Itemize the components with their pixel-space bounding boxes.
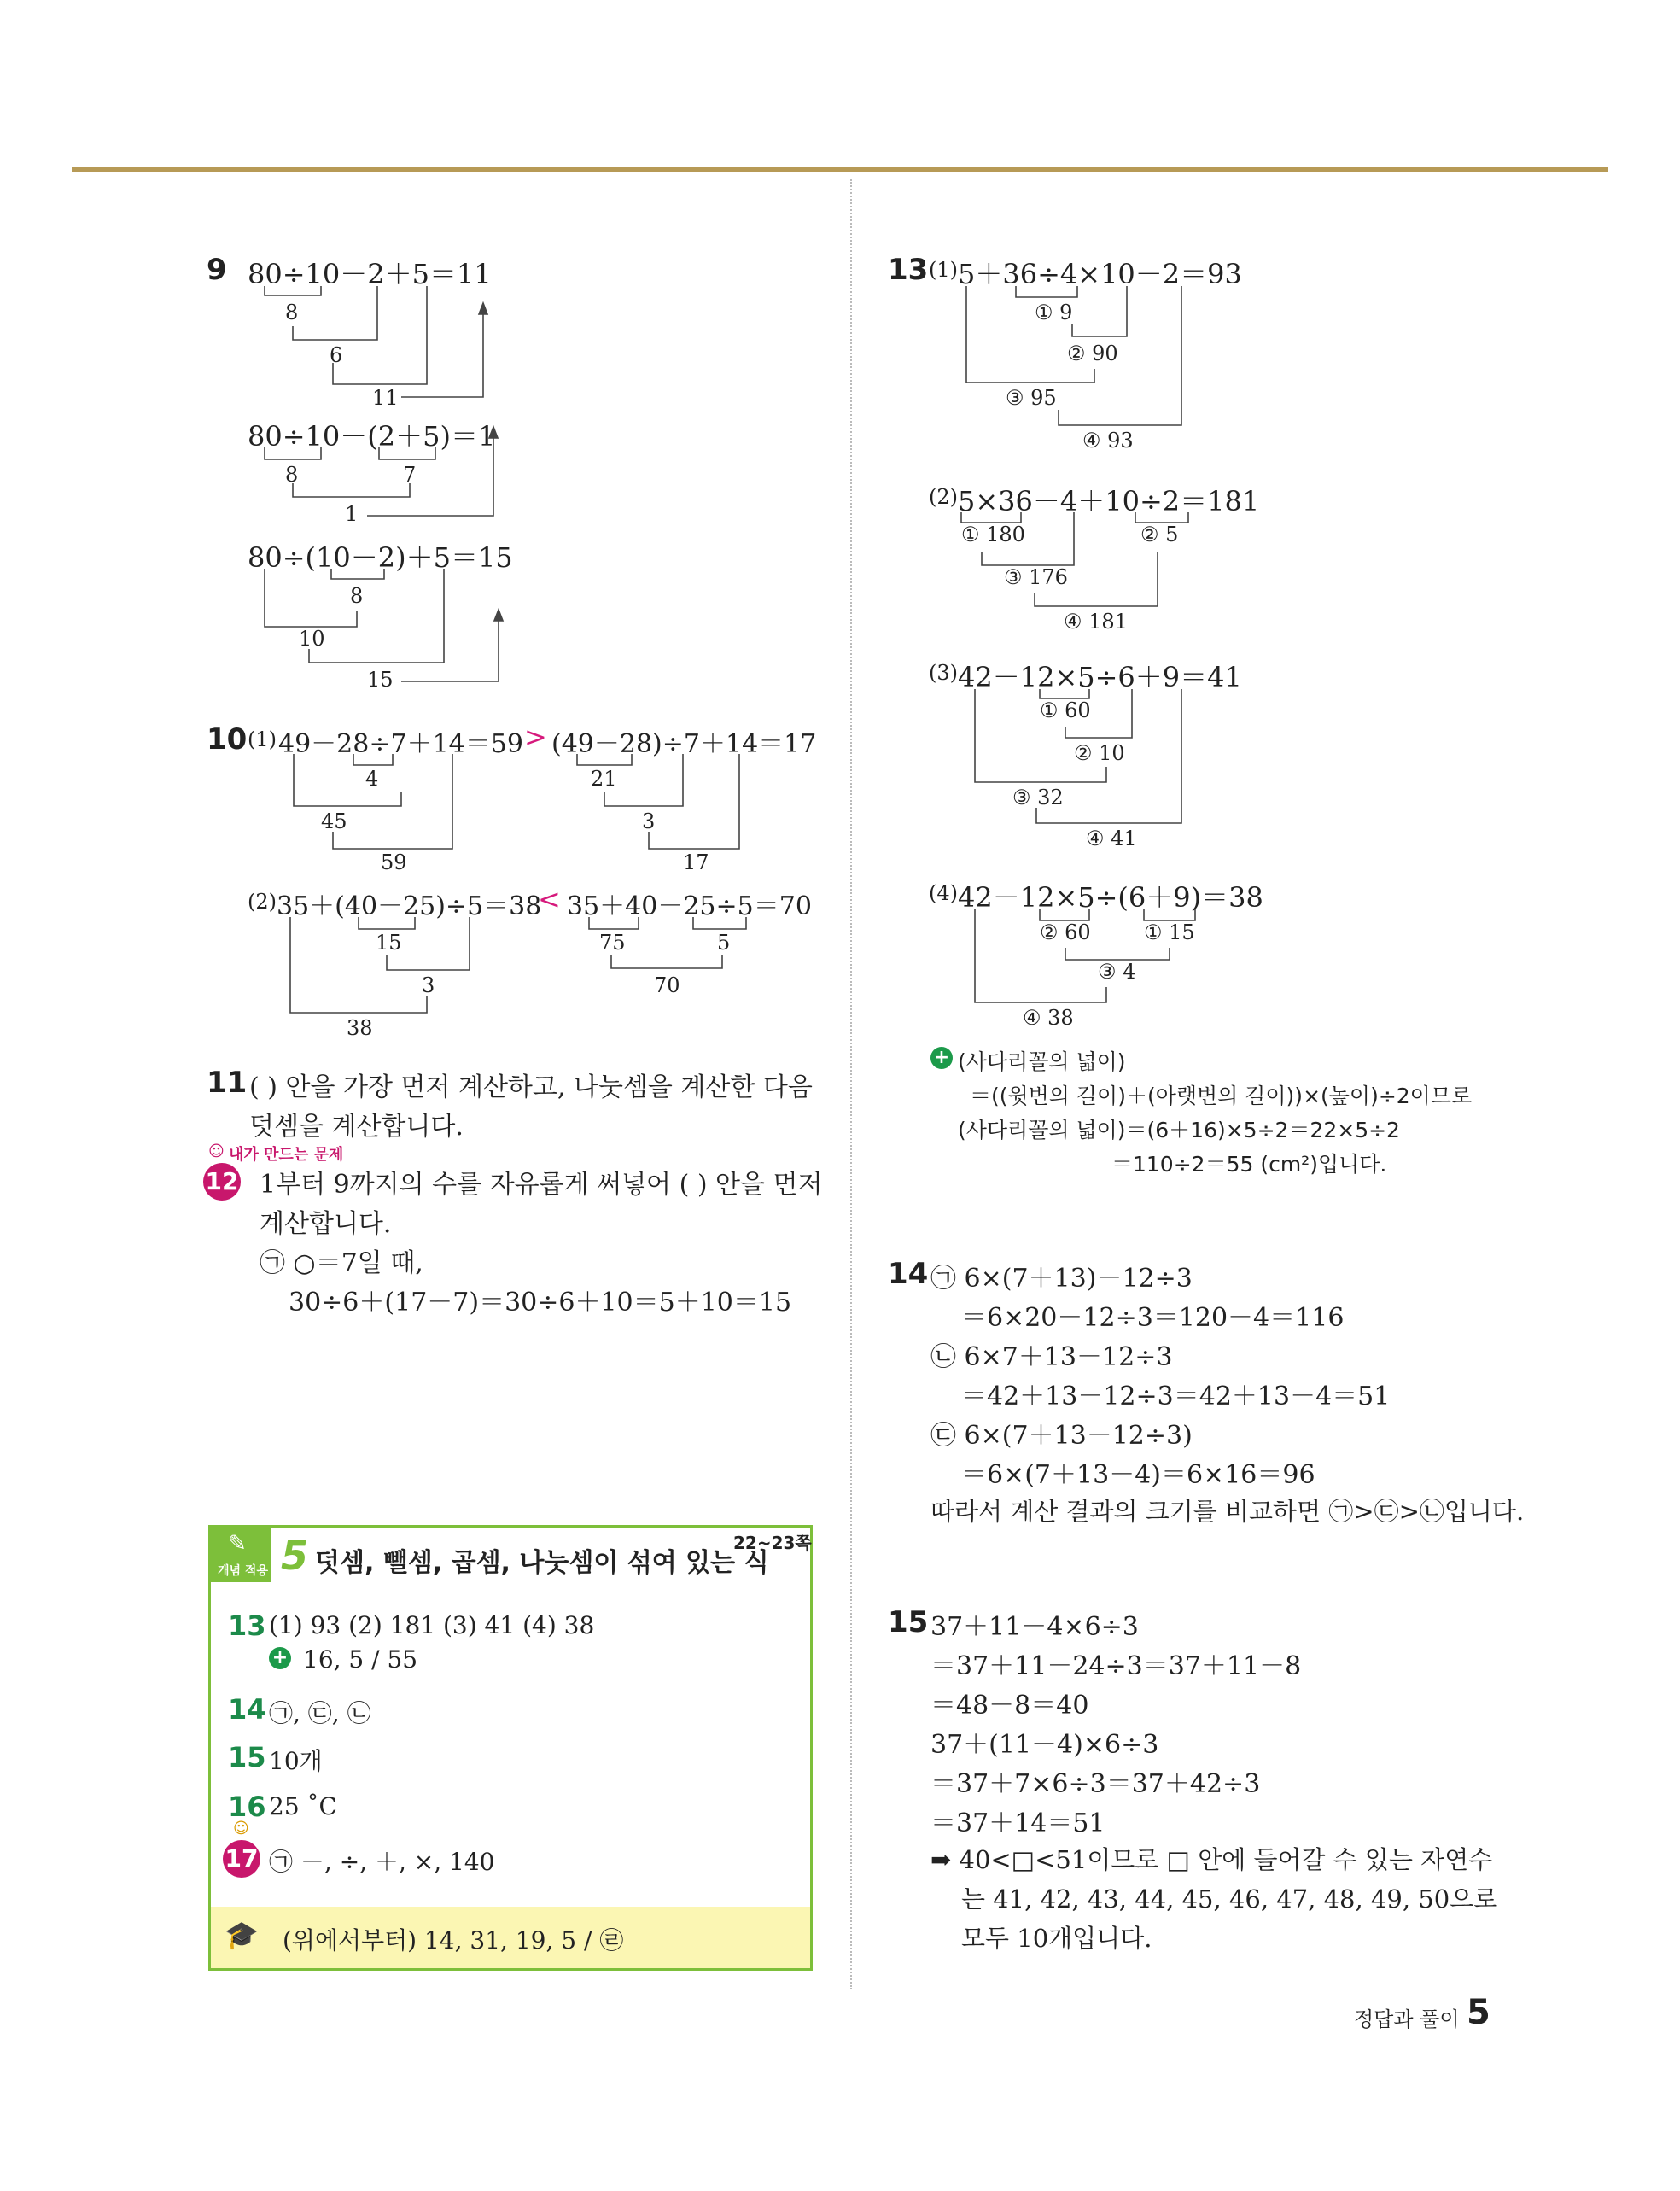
answer-17: ㉠ －, ÷, ＋, ×, 140 <box>269 1848 495 1876</box>
answer-13-number: 13 <box>228 1610 266 1642</box>
q13-2-equation: 5×36－4＋10÷2＝181 <box>958 485 1260 517</box>
graduate-cap-icon: 🎓 <box>225 1919 259 1951</box>
q13-step: ③ 176 <box>1004 565 1068 589</box>
question-number-9: 9 <box>207 253 227 287</box>
q13-step: ④ 181 <box>1064 610 1128 634</box>
q9-step: 8 <box>285 301 299 324</box>
question-number-13: 13 <box>888 253 929 287</box>
answer-16: 25 ˚C <box>269 1792 337 1820</box>
q13-step: ② 5 <box>1140 523 1179 546</box>
q13-step: ② 60 <box>1040 920 1091 944</box>
q9-equation-3: 80÷(10－2)＋5＝15 <box>248 541 513 574</box>
answer-17-number: 17 <box>223 1840 260 1878</box>
q14-line: ＝6×20－12÷3＝120－4＝116 <box>961 1303 1345 1333</box>
q15-line: ＝37＋11－24÷3＝37＋11－8 <box>930 1651 1302 1681</box>
q9-step: 8 <box>350 584 364 608</box>
q10-step: 5 <box>717 931 731 955</box>
q13-part-label: (1) <box>929 258 958 282</box>
q14-line: ＝42＋13－12÷3＝42＋13－4＝51 <box>961 1382 1391 1411</box>
q15-line: ＝48－8＝40 <box>930 1691 1089 1721</box>
q12-example-equation: 30÷6＋(17－7)＝30÷6＋10＝5＋10＝15 <box>289 1288 792 1318</box>
q13-plus-line-4: ＝110÷2＝55 (cm²)입니다. <box>1111 1152 1387 1177</box>
q13-part-label: (4) <box>929 881 958 905</box>
box-pages: 22~23쪽 <box>733 1533 812 1553</box>
my-problem-tag: 내가 만드는 문제 <box>229 1146 344 1164</box>
q10-part-label: (1) <box>248 727 277 751</box>
q9-step: 15 <box>367 668 394 692</box>
q13-step: ③ 32 <box>1012 786 1064 809</box>
q9-step: 11 <box>372 386 399 410</box>
q12-text-line-1: 1부터 9까지의 수를 자유롭게 써넣어 ( ) 안을 먼저 <box>260 1170 823 1200</box>
q10-step: 17 <box>683 850 709 874</box>
answer-14: ㉠, ㉢, ㉡ <box>269 1699 371 1727</box>
q9-step: 7 <box>403 463 417 487</box>
q10-step: 70 <box>654 973 680 997</box>
q14-line: ㉡ 6×7＋13－12÷3 <box>930 1342 1173 1372</box>
question-number-14: 14 <box>888 1257 929 1291</box>
concept-answer-box <box>208 1525 813 1971</box>
q15-line: ＝37＋7×6÷3＝37＋42÷3 <box>930 1769 1261 1799</box>
box-title: 덧셈, 뺄셈, 곱셈, 나눗셈이 섞여 있는 식 <box>315 1548 769 1578</box>
q9-step: 10 <box>299 627 325 651</box>
answer-16-number: 16 <box>228 1791 266 1823</box>
q10-step: 3 <box>422 973 435 997</box>
q14-line: ＝6×(7＋13－4)＝6×16＝96 <box>961 1460 1315 1490</box>
q10-2-left-equation: 35＋(40－25)÷5＝38 <box>277 891 542 921</box>
smiley-icon: ☺ <box>208 1142 225 1160</box>
q10-step: 21 <box>591 767 617 791</box>
q9-step: 1 <box>345 502 359 526</box>
question-number-11: 11 <box>207 1066 248 1100</box>
q13-step: ④ 38 <box>1023 1006 1074 1030</box>
q10-step: 45 <box>321 809 347 833</box>
q10-step: 4 <box>365 767 379 791</box>
q13-step: ① 9 <box>1035 301 1073 324</box>
q10-step: 59 <box>381 850 407 874</box>
q10-step: 75 <box>599 931 626 955</box>
q10-2-right-equation: 35＋40－25÷5＝70 <box>567 891 812 921</box>
q13-step: ④ 41 <box>1086 827 1137 850</box>
q13-1-equation: 5＋36÷4×10－2＝93 <box>958 258 1242 290</box>
smiley-icon: ☺ <box>233 1820 249 1838</box>
q13-step: ① 15 <box>1144 920 1195 944</box>
greater-than-sign: > <box>524 721 547 753</box>
question-number-12: 12 <box>203 1163 241 1201</box>
q11-text-line-1: ( ) 안을 가장 먼저 계산하고, 나눗셈을 계산한 다음 <box>249 1072 813 1102</box>
q10-1-right-equation: (49－28)÷7＋14＝17 <box>551 729 817 759</box>
q13-3-equation: 42－12×5÷6＋9＝41 <box>958 661 1242 693</box>
footer-label: 정답과 풀이 <box>1354 2007 1460 2031</box>
q14-line: ㉢ 6×(7＋13－12÷3) <box>930 1421 1193 1451</box>
q10-step: 3 <box>642 809 656 833</box>
q9-equation-1: 80÷10－2＋5＝11 <box>248 258 492 290</box>
question-number-10: 10 <box>207 722 248 757</box>
q13-plus-line-3: (사다리꼴의 넓이)＝(6＋16)×5÷2＝22×5÷2 <box>958 1118 1400 1142</box>
q13-plus-line-1: (사다리꼴의 넓이) <box>958 1049 1126 1074</box>
q15-conclusion-line-2: 는 41, 42, 43, 44, 45, 46, 47, 48, 49, 50으로 <box>961 1884 1498 1913</box>
q12-text-line-2: 계산합니다. <box>260 1209 392 1239</box>
box-tag: 개념 적용 <box>218 1564 268 1578</box>
q11-text-line-2: 덧셈을 계산합니다. <box>249 1112 464 1142</box>
q15-line: ＝37＋14＝51 <box>930 1808 1105 1838</box>
q10-1-left-equation: 49－28÷7＋14＝59 <box>278 729 523 759</box>
answer-15-number: 15 <box>228 1741 266 1773</box>
box-footer <box>211 1907 810 1968</box>
q10-part-label: (2) <box>248 890 277 914</box>
answer-13-plus: 16, 5 / 55 <box>303 1645 418 1674</box>
q9-step: 8 <box>285 463 299 487</box>
q15-conclusion-line-1: ➡ 40<□<51이므로 □ 안에 들어갈 수 있는 자연수 <box>930 1845 1493 1874</box>
q15-line: 37＋(11－4)×6÷3 <box>930 1730 1159 1760</box>
q13-4-equation: 42－12×5÷(6＋9)＝38 <box>958 881 1263 914</box>
q10-step: 38 <box>347 1016 373 1040</box>
q14-conclusion: 따라서 계산 결과의 크기를 비교하면 ㉠>㉢>㉡입니다. <box>930 1497 1525 1526</box>
pencil-icon: ✎ <box>228 1531 247 1557</box>
plus-icon: + <box>269 1647 291 1669</box>
question-number-15: 15 <box>888 1605 929 1639</box>
q13-part-label: (2) <box>929 485 958 509</box>
q13-step: ④ 93 <box>1082 429 1134 453</box>
answer-13: (1) 93 (2) 181 (3) 41 (4) 38 <box>269 1611 595 1639</box>
q13-part-label: (3) <box>929 661 958 685</box>
plus-icon: + <box>930 1047 953 1069</box>
q15-line: 37＋11－4×6÷3 <box>930 1612 1139 1642</box>
q13-step: ③ 95 <box>1006 386 1057 410</box>
q14-line: ㉠ 6×(7＋13)－12÷3 <box>930 1264 1193 1294</box>
q13-plus-line-2: ＝((윗변의 길이)＋(아랫변의 길이))×(높이)÷2이므로 <box>970 1084 1473 1108</box>
q13-step: ③ 4 <box>1098 960 1136 984</box>
q13-step: ② 90 <box>1067 342 1118 365</box>
answer-14-number: 14 <box>228 1693 266 1726</box>
page-number: 5 <box>1467 1993 1490 2032</box>
q9-step: 6 <box>330 343 343 367</box>
q13-step: ① 60 <box>1040 698 1091 722</box>
q10-step: 15 <box>376 931 402 955</box>
box-unit-number: 5 <box>281 1533 309 1579</box>
less-than-sign: < <box>538 883 561 915</box>
box-footer-answer: (위에서부터) 14, 31, 19, 5 / ㉣ <box>283 1926 624 1954</box>
q12-example-line: ㉠ ○＝7일 때, <box>260 1248 423 1278</box>
q13-step: ② 10 <box>1074 741 1125 765</box>
answer-15: 10개 <box>269 1747 323 1775</box>
q13-step: ① 180 <box>961 523 1025 546</box>
q9-equation-2: 80÷10－(2＋5)＝1 <box>248 420 496 453</box>
q15-conclusion-line-3: 모두 10개입니다. <box>961 1924 1152 1953</box>
